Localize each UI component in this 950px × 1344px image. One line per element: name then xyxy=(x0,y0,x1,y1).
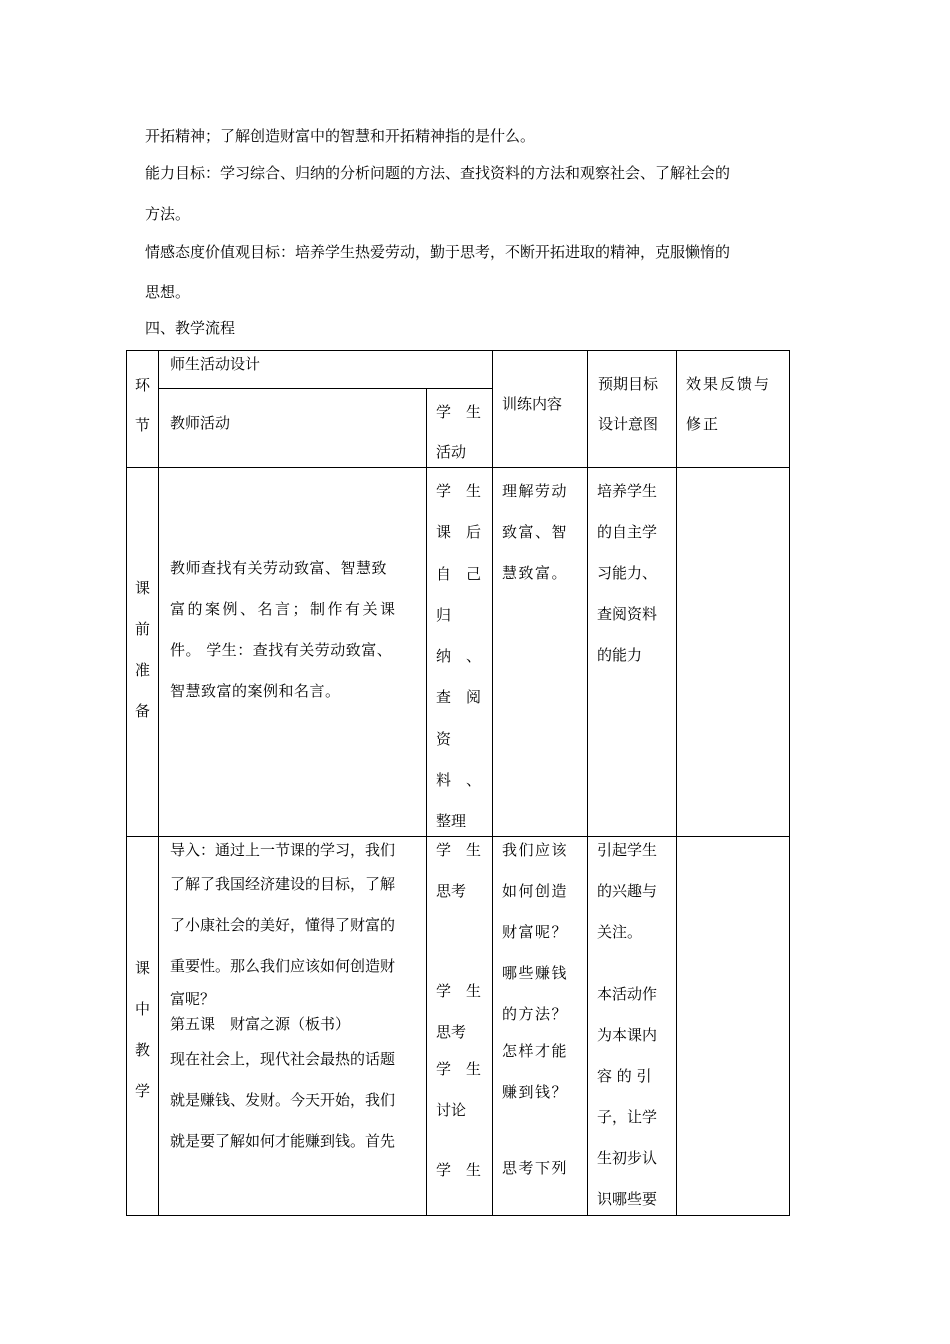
row1-training xyxy=(502,471,586,594)
header-goal xyxy=(598,364,676,444)
header-training: 训练内容 xyxy=(502,395,563,413)
row2-teacher-line: 富呢？ xyxy=(170,990,216,1008)
row2-goal-line: 为本课内 xyxy=(597,1026,658,1044)
row2-student-activity xyxy=(436,840,490,1214)
row2-student-line: 思考 xyxy=(436,1023,467,1041)
row1-stage-char: 准 xyxy=(134,661,150,679)
row2-teacher-activity xyxy=(170,840,422,1214)
emotion-goal-line-1: 情感态度价值观目标：培养学生热爱劳动，勤于思考，不断开拓进取的精神，克服懒惰的 xyxy=(145,243,731,261)
row1-teacher-activity xyxy=(170,548,422,712)
row1-training-line: 致富、智 xyxy=(502,523,569,541)
row2-goal-line: 的兴趣与 xyxy=(597,882,658,900)
row2-student-line: 学 生 xyxy=(436,1060,482,1078)
row2-stage-char: 中 xyxy=(134,1000,150,1018)
row1-student-line: 纳 、 xyxy=(436,647,482,666)
row2-training-line: 的方法？ xyxy=(502,1005,569,1023)
header-stage-char: 环 xyxy=(134,376,150,394)
row1-teacher-line: 教师查找有关劳动致富、智慧致 xyxy=(170,559,388,577)
row2-student-line: 讨论 xyxy=(436,1101,467,1119)
row1-stage-char: 前 xyxy=(134,620,150,638)
header-feedback xyxy=(686,364,788,444)
row2-teacher-line: 重要性。那么我们应该如何创造财 xyxy=(170,957,396,975)
row1-training-line: 理解劳动 xyxy=(502,482,569,500)
row1-stage-char: 课 xyxy=(134,579,150,597)
row2-goal-line: 生初步认 xyxy=(597,1149,658,1167)
row2-goal-line: 识哪些要 xyxy=(597,1190,658,1208)
row2-training-line: 我们应该 xyxy=(502,841,569,859)
section-heading: 四、教学流程 xyxy=(145,319,236,337)
row2-teacher-line: 了解了我国经济建设的目标，了解 xyxy=(170,875,396,893)
ability-goal-line-2: 方法。 xyxy=(145,205,191,223)
row2-goal xyxy=(597,840,675,1214)
header-student-activity xyxy=(436,392,490,472)
row2-student-line: 学 生 xyxy=(436,982,482,1000)
row2-teacher-line: 就是要了解如何才能赚到钱。首先 xyxy=(170,1132,396,1150)
header-student-activity-line: 活动 xyxy=(436,443,467,461)
row2-goal-line: 容 的 引 xyxy=(597,1067,652,1085)
header-student-activity-line: 学 生 xyxy=(436,403,482,421)
row1-student-activity xyxy=(436,471,490,843)
row1-training-line: 慧致富。 xyxy=(502,564,569,582)
row1-teacher-line: 智慧致富的案例和名言。 xyxy=(170,682,341,700)
row2-goal-line: 引起学生 xyxy=(597,841,658,859)
row2-training-line: 思考下列 xyxy=(502,1159,569,1177)
row1-student-line: 查 阅 xyxy=(436,688,482,707)
row1-stage-char: 备 xyxy=(134,702,150,720)
intro-line-1: 开拓精神；了解创造财富中的智慧和开拓精神指的是什么。 xyxy=(145,127,536,145)
row2-goal-line: 关注。 xyxy=(597,923,643,941)
header-feedback-line: 效果反馈与 xyxy=(686,375,772,393)
row1-goal-line: 习能力、 xyxy=(597,564,658,582)
row2-teacher-line: 现在社会上，现代社会最热的话题 xyxy=(170,1050,396,1068)
row1-goal-line: 查阅资料 xyxy=(597,605,658,623)
header-teacher-activity: 教师活动 xyxy=(170,414,231,432)
row2-teacher-line: 第五课 财富之源（板书） xyxy=(170,1015,351,1033)
row2-stage-char: 教 xyxy=(134,1041,150,1059)
row1-student-line: 课 后 xyxy=(436,523,482,542)
row2-training-line: 财富呢？ xyxy=(502,923,569,941)
header-goal-line: 预期目标 xyxy=(598,375,659,393)
row2-training-line: 哪些赚钱 xyxy=(502,964,569,982)
row2-teacher-line: 导入：通过上一节课的学习，我们 xyxy=(170,841,396,859)
row2-training xyxy=(502,840,586,1214)
row2-training-line: 如何创造 xyxy=(502,882,569,900)
row1-student-line: 归 xyxy=(436,605,452,624)
row2-student-line: 学 生 xyxy=(436,1161,482,1179)
header-stage xyxy=(127,365,158,445)
row2-teacher-line: 就是赚钱、发财。今天开始，我们 xyxy=(170,1091,396,1109)
header-feedback-line: 修正 xyxy=(686,415,721,433)
header-goal-line: 设计意图 xyxy=(598,415,659,433)
row1-teacher-line: 件。 学生：查找有关劳动致富、 xyxy=(170,641,393,659)
row1-teacher-line: 富的案例、名言；制作有关课 xyxy=(170,600,398,618)
row1-goal-line: 的能力 xyxy=(597,646,643,664)
row1-goal-line: 培养学生 xyxy=(597,482,658,500)
row2-student-line: 思考 xyxy=(436,882,467,900)
row1-goal-line: 的自主学 xyxy=(597,523,658,541)
row2-stage-char: 课 xyxy=(134,959,150,977)
header-stage-char: 节 xyxy=(134,416,150,434)
emotion-goal-line-2: 思想。 xyxy=(145,283,191,301)
row1-goal xyxy=(597,471,675,676)
row1-stage xyxy=(127,568,158,732)
row1-student-line: 整理 xyxy=(436,812,467,831)
row1-student-line: 资 xyxy=(436,729,452,748)
row2-stage xyxy=(127,948,158,1112)
row1-student-line: 自 己 xyxy=(436,564,482,583)
row2-goal-line: 本活动作 xyxy=(597,985,658,1003)
row2-teacher-line: 了小康社会的美好，懂得了财富的 xyxy=(170,916,396,934)
row2-training-line: 怎样才能 xyxy=(502,1042,569,1060)
row2-student-line: 学 生 xyxy=(436,841,482,859)
row2-stage-char: 学 xyxy=(134,1082,150,1100)
ability-goal-line-1: 能力目标：学习综合、归纳的分析问题的方法、查找资料的方法和观察社会、了解社会的 xyxy=(145,164,731,182)
row2-goal-line: 子，让学 xyxy=(597,1108,658,1126)
row1-student-line: 学 生 xyxy=(436,482,482,500)
row2-training-line: 赚到钱？ xyxy=(502,1083,569,1101)
row1-student-line: 料 、 xyxy=(436,771,482,790)
header-activity-design: 师生活动设计 xyxy=(170,355,261,373)
